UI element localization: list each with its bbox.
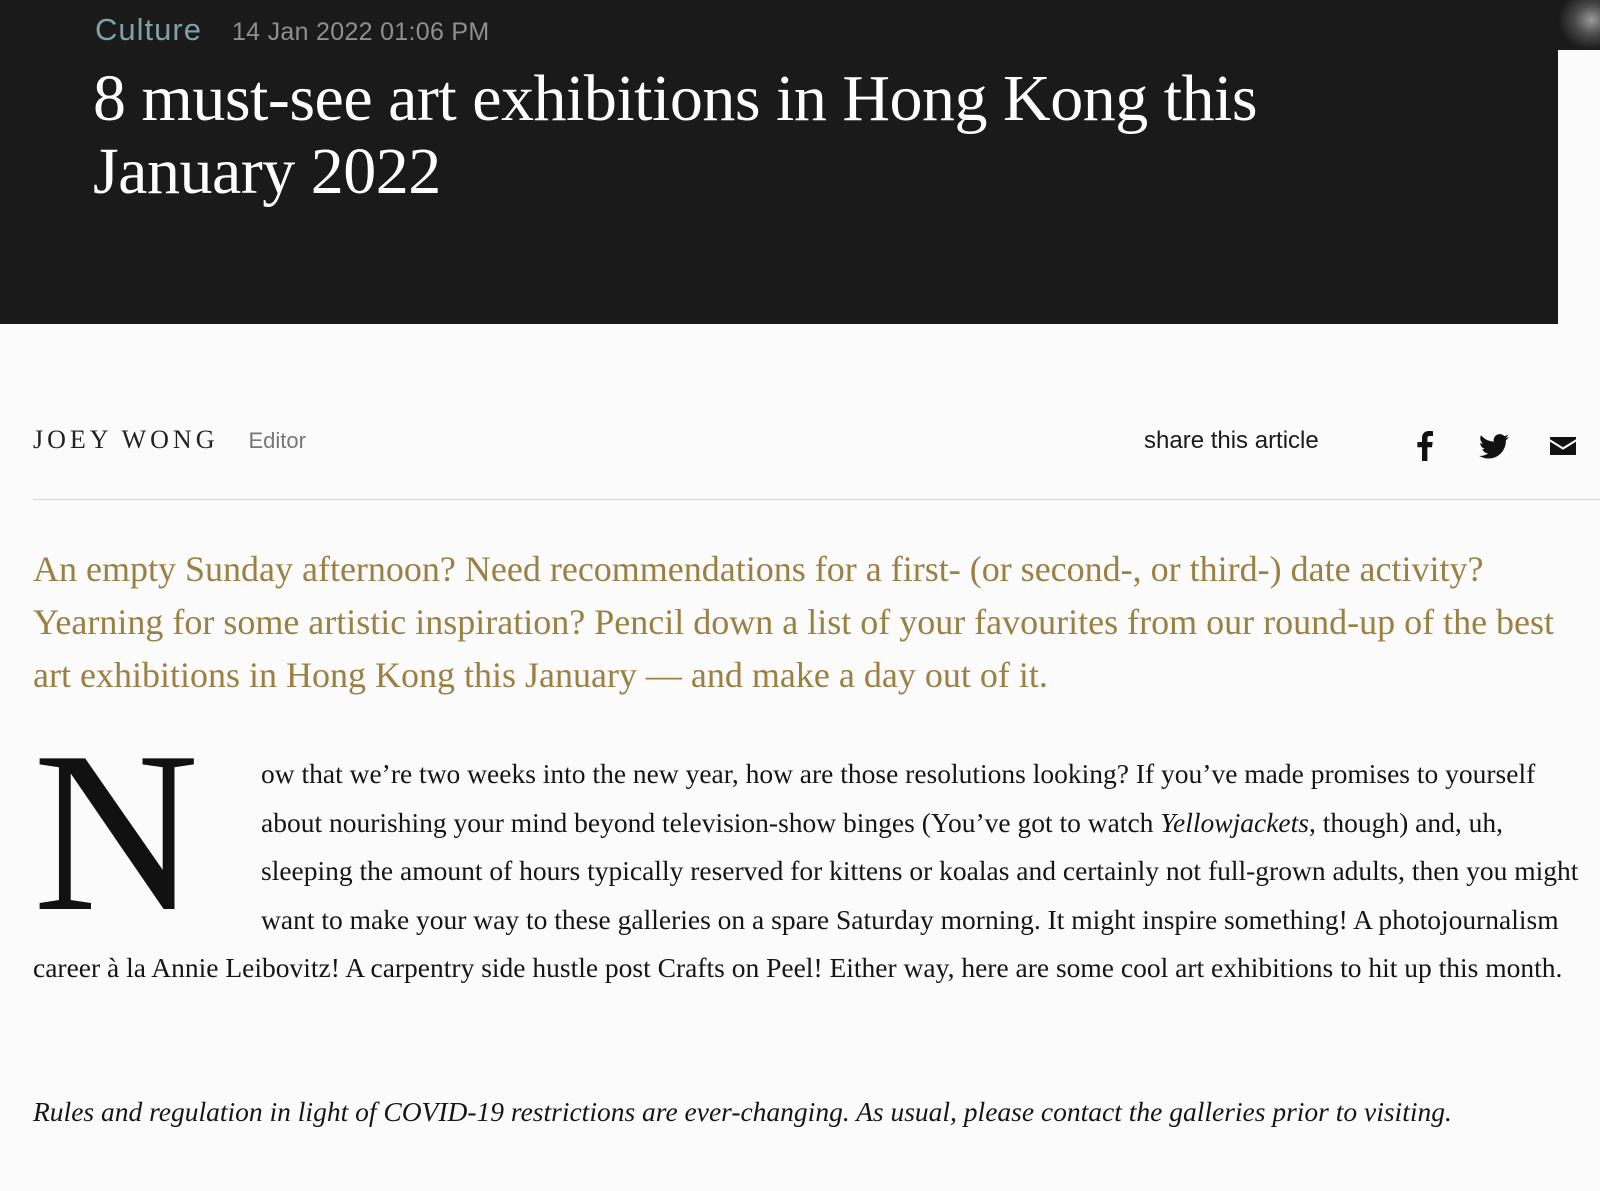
twitter-icon[interactable] [1477, 430, 1511, 462]
article-meta [95, 12, 490, 48]
body-text-part: , though) and, uh, sleeping the amount of hours typically reserved for kittens or koalas and certainly not full-grown adults, then you might want to make your way to these galleries on a spare Saturday morning. It might inspire something! A photojournalism career à la Annie Leibovitz! A carpentry side hustle post Crafts on Peel! Either way, here are some cool art exhibitions to hit up this month. [33, 806, 1579, 983]
byline-divider [33, 499, 1600, 500]
covid-note: Rules and regulation in light of COVID-19 restrictions are ever-changing. As usual, please contact the galleries prior to visiting. [33, 1096, 1452, 1127]
article-hero [0, 0, 1558, 324]
page-title: 8 must-see art exhibitions in Hong Kong this January 2022 [93, 62, 1258, 208]
author-name-link[interactable]: JOEY WONG [33, 425, 219, 454]
share-label: share this article [1144, 427, 1319, 454]
category-link[interactable]: Culture [95, 12, 202, 47]
article-body-paragraph [33, 704, 1598, 993]
author-role: Editor [248, 428, 306, 453]
drop-cap: N [33, 704, 200, 959]
body-text-part: ow that we’re two weeks into the new year, how are those resolutions looking? If you’ve made promises to yourself about nourishing your mind beyond television-show binges (You’ve got to watch [261, 758, 1536, 838]
publish-date: 14 Jan 2022 01:06 PM [231, 18, 490, 46]
hero-image-edge [1558, 0, 1600, 50]
facebook-icon[interactable] [1412, 430, 1438, 462]
article-standfirst: An empty Sunday afternoon? Need recommendations for a first- (or second-, or third-) date activity? Yearning for some artistic inspiration? Pencil down a list of your favourites from our round-up of the best art exhibitions in Hong Kong this January — and make a day out of it. [33, 549, 1555, 695]
email-icon[interactable] [1548, 430, 1578, 462]
show-title: Yellowjackets [1160, 806, 1309, 838]
byline [33, 425, 306, 455]
